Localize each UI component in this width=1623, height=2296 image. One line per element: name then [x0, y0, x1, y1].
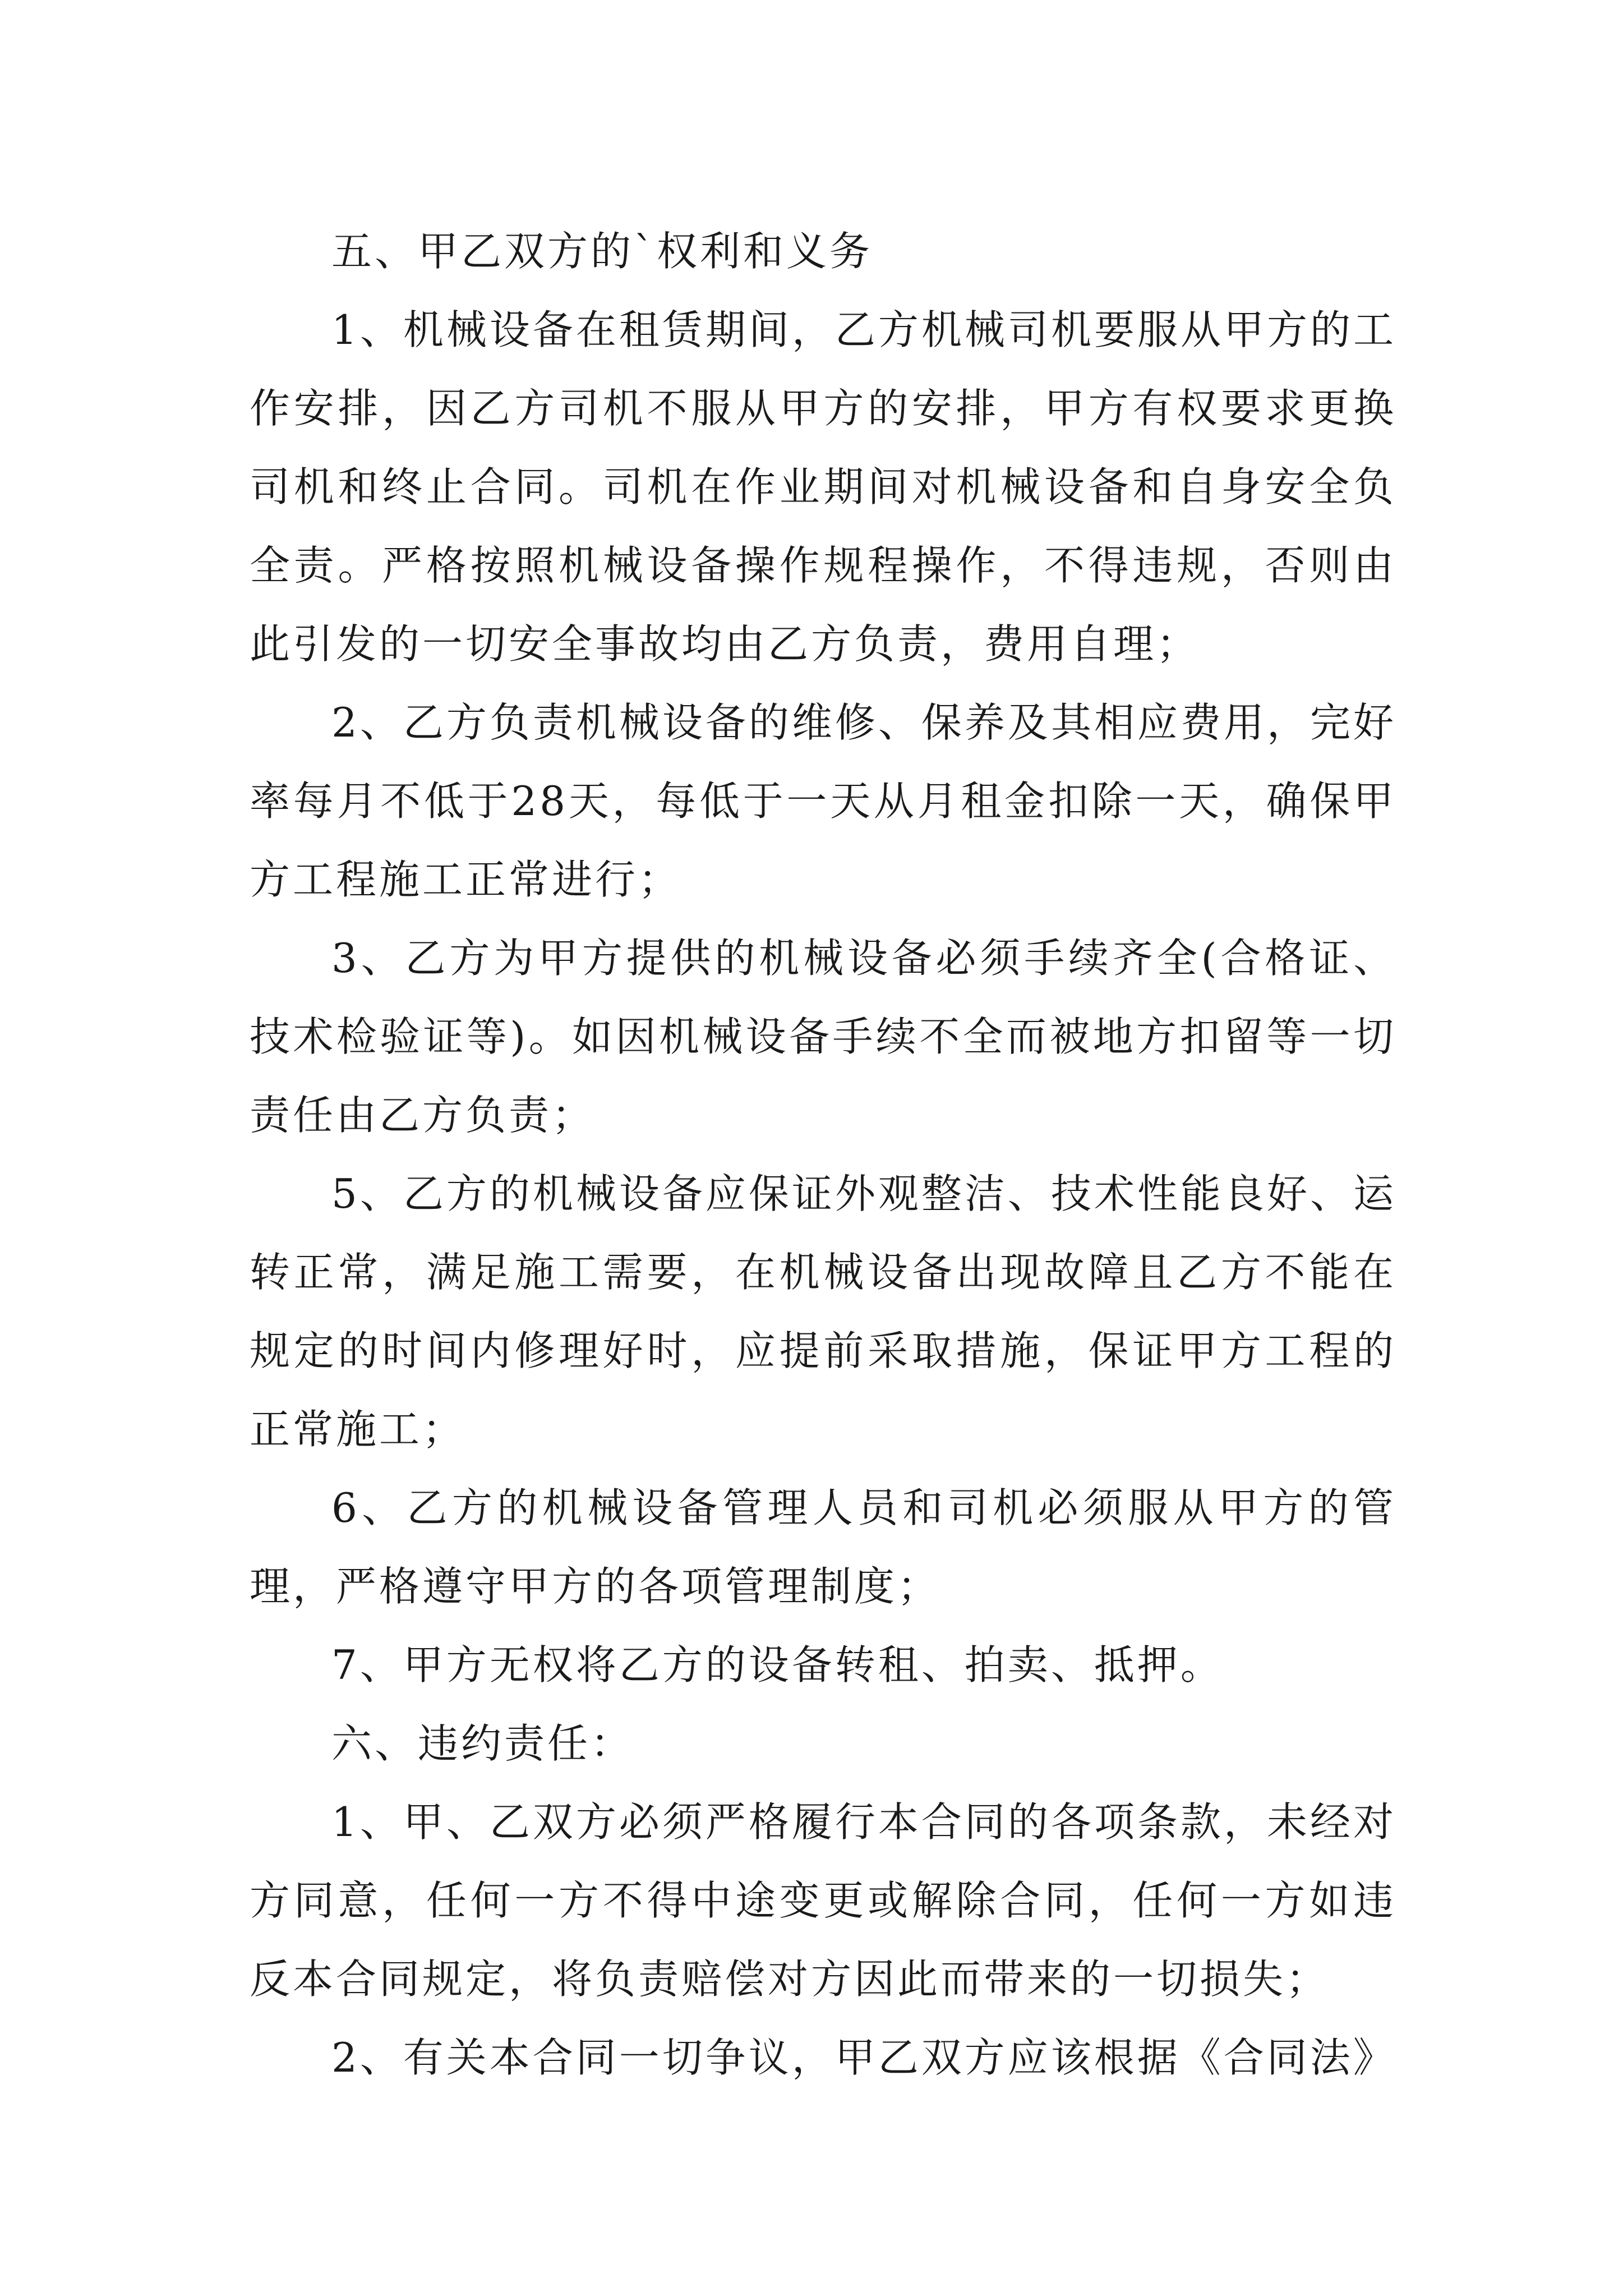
section-heading-rights-obligations: 五、甲乙双方的`权利和义务 [331, 228, 873, 275]
paragraph-clause-6-1: 1、甲、乙双方必须严格履行本合同的各项条款，未经对方同意，任何一方不得中途变更或解除合同，任何一方如违反本合同规定，将负责赔偿对方因此而带来的一切损失； [250, 1798, 1396, 2003]
paragraph-clause-5-1: 1、机械设备在租赁期间，乙方机械司机要服从甲方的工作安排，因乙方司机不服从甲方的安排，甲方有权要求更换司机和终止合同。司机在作业期间对机械设备和自身安全负全责。严格按照机械设备操作规程操作，不得违规，否则由此引发的一切安全事故均由乙方负责，费用自理； [250, 306, 1396, 668]
paragraph-clause-5-3: 3、乙方为甲方提供的机械设备必须手续齐全(合格证、技术检验证等)。如因机械设备手续不全而被地方扣留等一切责任由乙方负责； [250, 935, 1396, 1139]
paragraph-clause-5-2: 2、乙方负责机械设备的维修、保养及其相应费用，完好率每月不低于28天，每低于一天从月租金扣除一天，确保甲方工程施工正常进行； [250, 699, 1396, 903]
paragraph-clause-5-7: 7、甲方无权将乙方的设备转租、拍卖、抵押。 [331, 1641, 1224, 1688]
paragraph-clause-6-2: 2、有关本合同一切争议，甲乙双方应该根据《合同法》 [331, 2034, 1396, 2081]
document-body [250, 212, 1396, 2097]
section-heading-liability: 六、违约责任： [331, 1720, 634, 1767]
paragraph-clause-5-5: 5、乙方的机械设备应保证外观整洁、技术性能良好、运转正常，满足施工需要，在机械设备出现故障且乙方不能在规定的时间内修理好时，应提前采取措施，保证甲方工程的正常施工； [250, 1170, 1396, 1453]
paragraph-clause-5-6: 6、乙方的机械设备管理人员和司机必须服从甲方的管理，严格遵守甲方的各项管理制度； [250, 1484, 1396, 1610]
